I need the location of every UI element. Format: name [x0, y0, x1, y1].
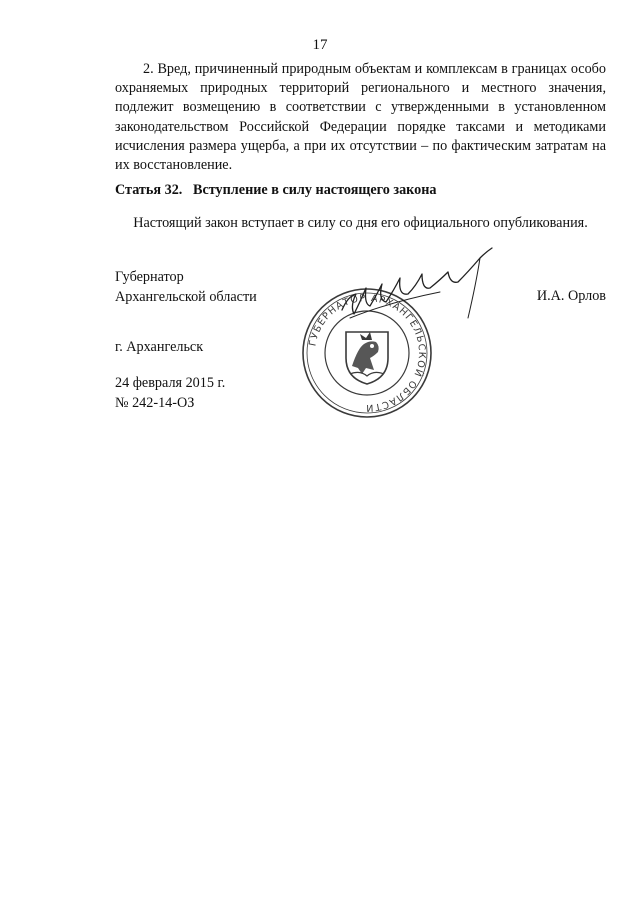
signatory-title-line1: Губернатор: [115, 269, 184, 285]
page-number: 17: [312, 37, 328, 53]
city: г. Архангельск: [115, 339, 204, 355]
document-number: № 242-14-ОЗ: [115, 394, 195, 411]
article-heading: Статья 32. Вступление в силу настоящего закона: [115, 182, 437, 198]
signatory-title-line2: Архангельской области: [115, 288, 257, 305]
document-date-number: [115, 374, 225, 413]
signatory-name: И.А. Орлов: [536, 288, 606, 304]
handwritten-signature: [330, 244, 510, 334]
document-date: 24 февраля 2015 г.: [115, 375, 226, 391]
article-text: Настоящий закон вступает в силу со дня его официального опубликования.: [133, 215, 588, 231]
coat-of-arms-icon: [346, 332, 388, 384]
body-paragraph: 2. Вред, причиненный природным объектам и комплексам в границах особо охраняемых природных территорий регионального и местного значения, подлежит возмещению в соответствии с утвержденными в установленном законодательством Российской Федерации порядке таксами и методиками исчисления размера ущерба, а при их отсутствии – по фактическим затратам на их восстановление.: [115, 61, 606, 174]
seal-ring-text: ГУБЕРНАТОР АРХАНГЕЛЬСКОЙ ОБЛАСТИ: [307, 292, 428, 414]
signatory-title: [115, 268, 257, 307]
